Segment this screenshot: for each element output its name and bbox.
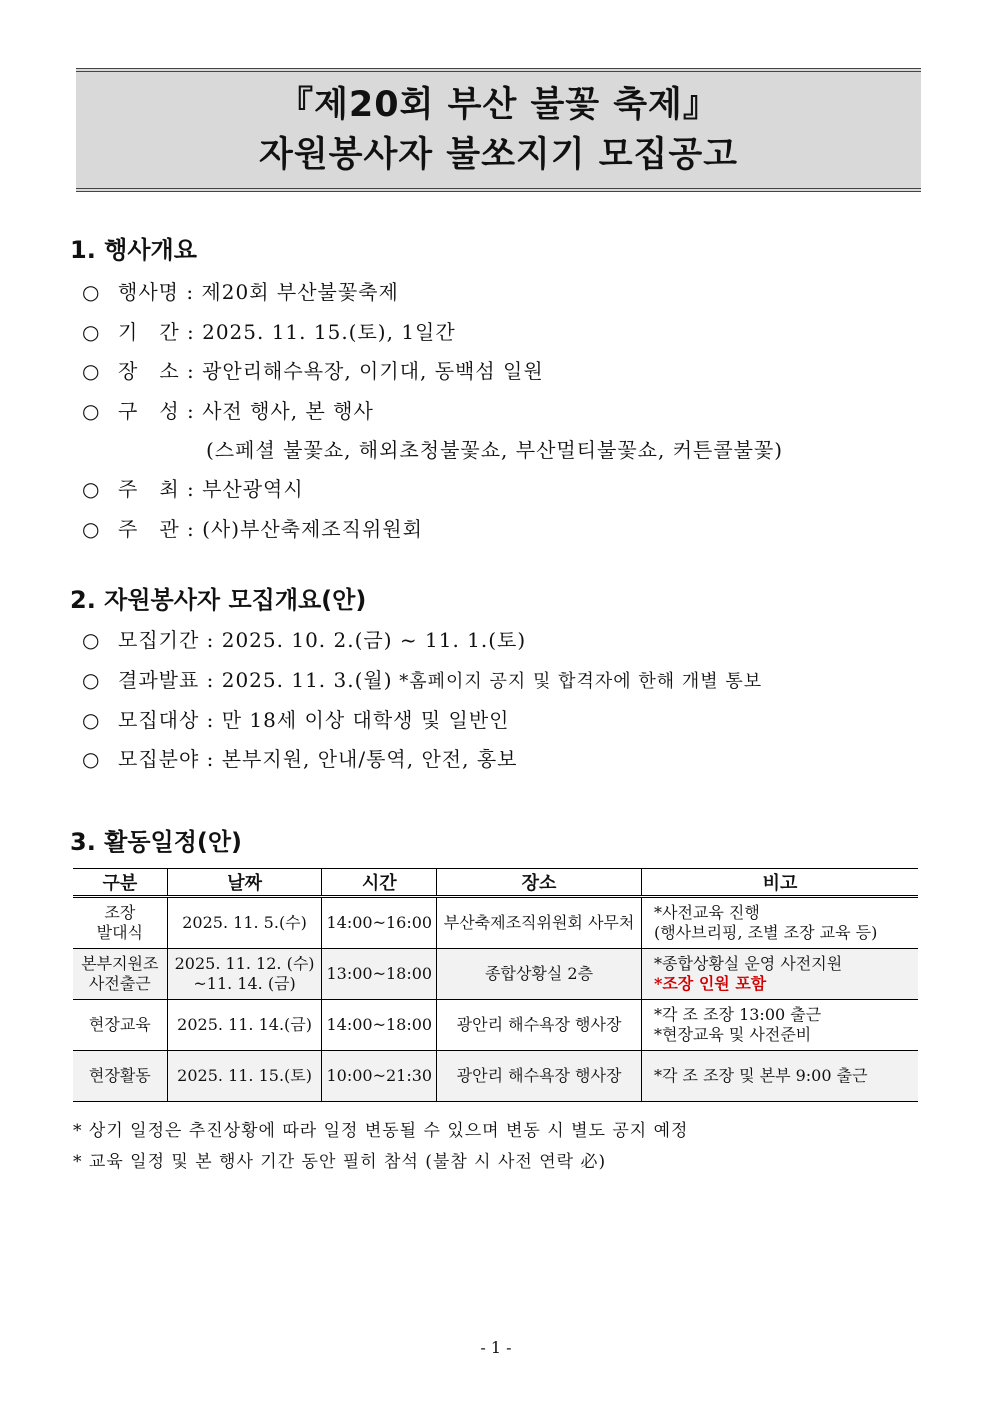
item-label: 행사명 xyxy=(118,280,179,304)
item-value: 사전 행사, 본 행사 xyxy=(202,399,374,423)
schedule-table xyxy=(73,868,918,1102)
date-cell: 2025. 11. 5.(수) xyxy=(167,897,322,949)
circle-bullet-icon: ○ xyxy=(82,477,101,501)
page-number: - 1 - xyxy=(480,1338,512,1357)
column-header: 시간 xyxy=(322,869,437,897)
recruitment-item xyxy=(82,704,510,733)
circle-bullet-icon: ○ xyxy=(82,399,101,423)
circle-bullet-icon: ○ xyxy=(82,280,101,304)
item-value: 광안리해수욕장, 이기대, 동백섬 일원 xyxy=(202,359,544,383)
place-cell: 광안리 해수욕장 행사장 xyxy=(437,1000,642,1051)
overview-item xyxy=(82,395,374,424)
time-cell: 14:00~18:00 xyxy=(322,1000,437,1051)
place-cell: 종합상황실 2층 xyxy=(437,949,642,1000)
table-row xyxy=(73,949,918,1000)
item-label: 주 관 xyxy=(118,517,180,541)
title-line-1: 『제20회 부산 불꽃 축제』 xyxy=(278,85,719,125)
date-cell: 2025. 11. 12. (수) ~11. 14. (금) xyxy=(167,949,322,1000)
item-separator: : xyxy=(179,359,203,383)
place-cell: 부산축제조직위원회 사무처 xyxy=(437,897,642,949)
composition-detail: (스페셜 불꽃쇼, 해외초청불꽃쇼, 부산멀티불꽃쇼, 커튼콜불꽃) xyxy=(206,438,784,462)
section-heading-overview: 1. 행사개요 xyxy=(70,236,197,264)
note-cell: *사전교육 진행 (행사브리핑, 조별 조장 교육 등) xyxy=(641,897,918,949)
item-value: 2025. 11. 3.(월) xyxy=(221,668,393,692)
footnote: * 교육 일정 및 본 행사 기간 동안 필히 참석 (불참 시 사전 연락 必) xyxy=(73,1152,607,1172)
column-header: 장소 xyxy=(437,869,642,897)
item-separator: : xyxy=(199,668,222,692)
item-label: 기 간 xyxy=(118,320,180,344)
item-value: 만 18세 이상 대학생 및 일반인 xyxy=(221,708,510,732)
table-row xyxy=(73,1051,918,1102)
table-row xyxy=(73,1000,918,1051)
category-cell: 본부지원조 사전출근 xyxy=(73,949,167,1000)
item-separator: : xyxy=(179,477,203,501)
item-label: 결과발표 xyxy=(118,668,200,692)
circle-bullet-icon: ○ xyxy=(82,708,101,732)
time-cell: 14:00~16:00 xyxy=(322,897,437,949)
circle-bullet-icon: ○ xyxy=(82,747,101,771)
note-cell: *종합상황실 운영 사전지원 *조장 인원 포함 xyxy=(641,949,918,1000)
overview-item xyxy=(82,316,456,345)
category-cell: 현장교육 xyxy=(73,1000,167,1051)
date-cell: 2025. 11. 14.(금) xyxy=(167,1000,322,1051)
circle-bullet-icon: ○ xyxy=(82,320,101,344)
overview-item xyxy=(82,513,423,542)
item-label: 모집대상 xyxy=(118,708,200,732)
place-cell: 광안리 해수욕장 행사장 xyxy=(437,1051,642,1102)
item-label: 주 최 xyxy=(118,477,180,501)
item-value: 2025. 10. 2.(금) ~ 11. 1.(토) xyxy=(221,628,527,652)
circle-bullet-icon: ○ xyxy=(82,628,101,652)
overview-item xyxy=(82,276,399,305)
recruitment-item xyxy=(82,664,762,693)
category-cell: 조장 발대식 xyxy=(73,897,167,949)
item-separator: : xyxy=(179,399,203,423)
item-separator: : xyxy=(179,517,203,541)
table-header-row xyxy=(73,869,918,897)
item-value: 본부지원, 안내/통역, 안전, 홍보 xyxy=(221,747,518,771)
item-note: *홈페이지 공지 및 합격자에 한해 개별 통보 xyxy=(392,671,763,692)
title-line-2: 자원봉사자 불쏘지기 모집공고 xyxy=(259,135,738,175)
item-separator: : xyxy=(199,747,222,771)
circle-bullet-icon: ○ xyxy=(82,517,101,541)
item-label: 모집기간 xyxy=(118,628,200,652)
item-value: (사)부산축제조직위원회 xyxy=(202,517,423,541)
highlight-note: *조장 인원 포함 xyxy=(653,974,767,993)
time-cell: 13:00~18:00 xyxy=(322,949,437,1000)
section-heading-schedule: 3. 활동일정(안) xyxy=(70,828,243,856)
item-label: 모집분야 xyxy=(118,747,200,771)
note-cell: *각 조 조장 및 본부 9:00 출근 xyxy=(641,1051,918,1102)
overview-item xyxy=(82,473,304,502)
recruitment-item xyxy=(82,624,526,653)
item-value: 2025. 11. 15.(토), 1일간 xyxy=(202,320,456,344)
title-box xyxy=(76,68,921,192)
item-label: 구 성 xyxy=(118,399,180,423)
section-heading-recruitment: 2. 자원봉사자 모집개요(안) xyxy=(70,586,367,614)
table-row xyxy=(73,897,918,949)
circle-bullet-icon: ○ xyxy=(82,359,101,383)
circle-bullet-icon: ○ xyxy=(82,668,101,692)
column-header: 날짜 xyxy=(167,869,322,897)
column-header: 구분 xyxy=(73,869,167,897)
item-separator: : xyxy=(178,280,202,304)
footnote: * 상기 일정은 추진상황에 따라 일정 변동될 수 있으며 변동 시 별도 공지 예정 xyxy=(73,1121,689,1141)
date-cell: 2025. 11. 15.(토) xyxy=(167,1051,322,1102)
item-separator: : xyxy=(199,628,222,652)
recruitment-item xyxy=(82,743,517,772)
item-value: 제20회 부산불꽃축제 xyxy=(201,280,399,304)
item-label: 장 소 xyxy=(118,359,180,383)
note-cell: *각 조 조장 13:00 출근 *현장교육 및 사전준비 xyxy=(641,1000,918,1051)
item-separator: : xyxy=(199,708,222,732)
column-header: 비고 xyxy=(641,869,918,897)
item-separator: : xyxy=(179,320,203,344)
overview-item xyxy=(82,355,544,384)
category-cell: 현장활동 xyxy=(73,1051,167,1102)
time-cell: 10:00~21:30 xyxy=(322,1051,437,1102)
item-value: 부산광역시 xyxy=(202,477,304,501)
